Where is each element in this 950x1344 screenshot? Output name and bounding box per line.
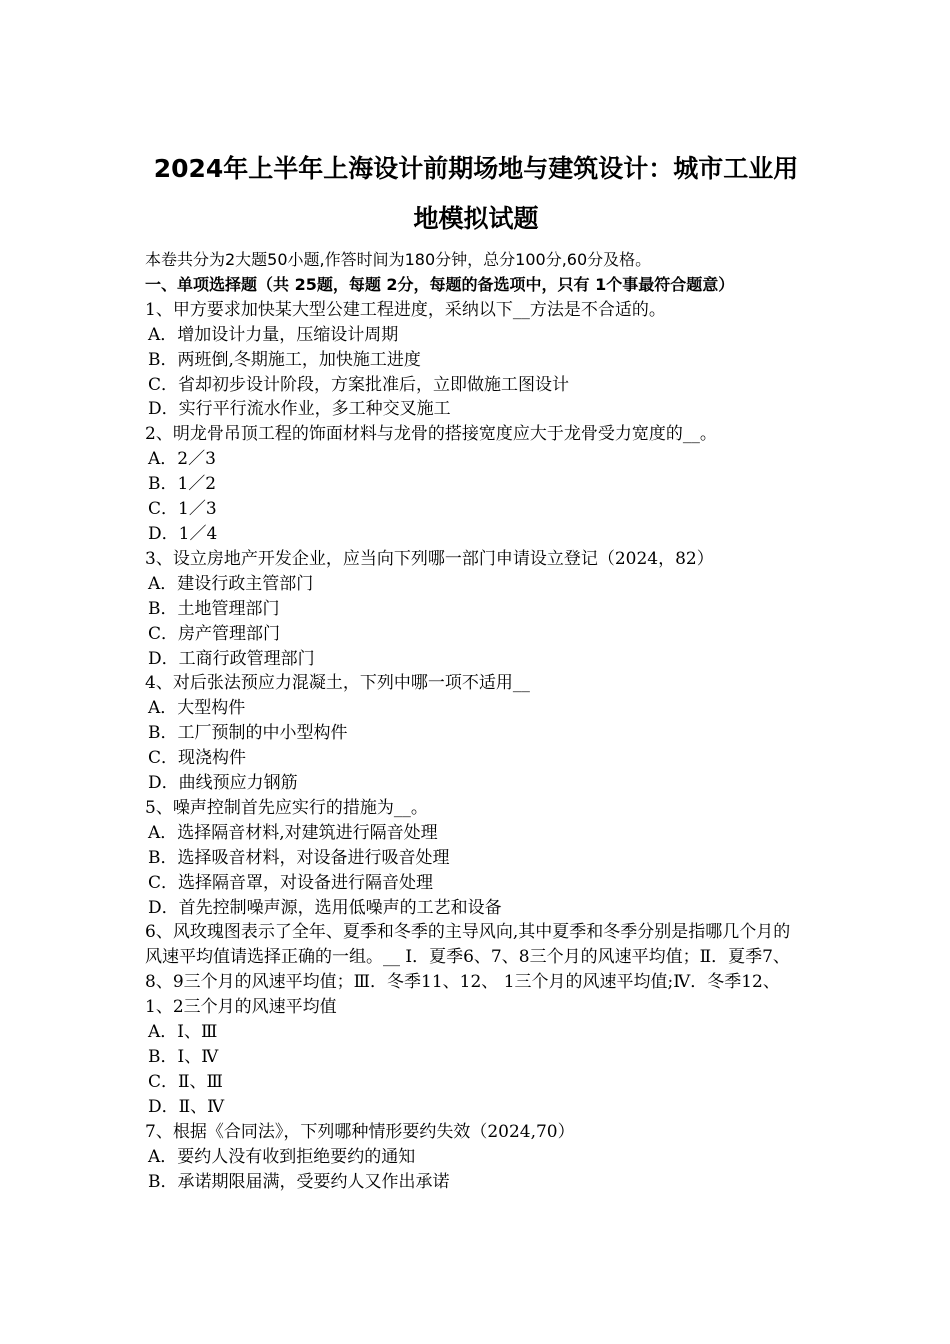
option-a: A．选择隔音材料,对建筑进行隔音处理 xyxy=(148,822,438,843)
option-a: A．大型构件 xyxy=(148,698,246,719)
question-stem: 6、风玫瑰图表示了全年、夏季和冬季的主导风向,其中夏季和冬季分别是指哪几个月的风速平均值请选择正确的一组。__ Ⅰ．夏季6、7、8三个月的风速平均值；Ⅱ．夏季7、8、9三个月的风速平均值；Ⅲ．冬季11、12、 1三个月的风速平均值;Ⅳ．冬季12、1、2三个月的风速平均值 xyxy=(145,922,791,1018)
question-6 xyxy=(145,920,807,1119)
option-c: C．1／3 xyxy=(148,499,217,520)
question-3 xyxy=(145,547,807,672)
option-c: C．Ⅱ、Ⅲ xyxy=(148,1071,223,1092)
question-stem: 4、对后张法预应力混凝土，下列中哪一项不适用__ xyxy=(145,673,530,694)
option-c: C．现浇构件 xyxy=(148,748,247,769)
question-stem: 3、设立房地产开发企业，应当向下列哪一部门申请设立登记（2024，82） xyxy=(145,548,714,569)
question-7 xyxy=(145,1120,807,1195)
question-stem: 5、噪声控制首先应实行的措施为__。 xyxy=(145,797,428,818)
option-a: A．增加设计力量，压缩设计周期 xyxy=(148,324,399,345)
option-b: B．工厂预制的中小型构件 xyxy=(148,723,348,744)
question-4 xyxy=(145,671,807,796)
option-a: A．Ⅰ、Ⅲ xyxy=(148,1022,218,1043)
option-d: D．Ⅱ、Ⅳ xyxy=(148,1096,225,1117)
question-1 xyxy=(145,298,807,423)
question-stem: 2、明龙骨吊顶工程的饰面材料与龙骨的搭接宽度应大于龙骨受力宽度的__。 xyxy=(145,424,717,445)
document-body xyxy=(145,248,807,1194)
option-a: A．建设行政主管部门 xyxy=(148,573,314,594)
option-d: D．实行平行流水作业，多工种交叉施工 xyxy=(148,399,451,420)
section-heading: 一、单项选择题（共 25题，每题 2分，每题的备选项中，只有 1个事最符合题意） xyxy=(145,274,735,294)
option-a: A．要约人没有收到拒绝要约的通知 xyxy=(148,1146,416,1167)
option-d: D．曲线预应力钢筋 xyxy=(148,773,298,794)
option-b: B．1／2 xyxy=(148,474,217,495)
option-b: B．Ⅰ、Ⅳ xyxy=(148,1047,219,1067)
option-c: C．房产管理部门 xyxy=(148,623,281,644)
option-b: B．承诺期限届满，受要约人又作出承诺 xyxy=(148,1171,450,1192)
option-b: B．选择吸音材料，对设备进行吸音处理 xyxy=(148,847,450,868)
option-a: A．2／3 xyxy=(148,449,216,470)
question-2 xyxy=(145,422,807,547)
option-d: D．1／4 xyxy=(148,523,218,544)
option-c: C．省却初步设计阶段，方案批准后，立即做施工图设计 xyxy=(148,374,570,395)
option-b: B．两班倒,冬期施工，加快施工进度 xyxy=(148,349,421,370)
option-b: B．土地管理部门 xyxy=(148,598,280,619)
option-d: D．工商行政管理部门 xyxy=(148,648,315,669)
question-5 xyxy=(145,796,807,921)
question-stem: 7、根据《合同法》，下列哪种情形要约失效（2024,70） xyxy=(145,1121,575,1142)
document-title-line2: 地模拟试题 xyxy=(413,204,539,233)
option-c: C．选择隔音罩，对设备进行隔音处理 xyxy=(148,872,434,893)
document-title-line1: 2024年上半年上海设计前期场地与建筑设计：城市工业用 xyxy=(153,154,799,183)
exam-instructions: 本卷共分为2大题50小题,作答时间为180分钟，总分100分,60分及格。 xyxy=(145,250,652,269)
question-stem: 1、甲方要求加快某大型公建工程进度，采纳以下__方法是不合适的。 xyxy=(145,299,666,320)
option-d: D．首先控制噪声源，选用低噪声的工艺和设备 xyxy=(148,897,502,918)
